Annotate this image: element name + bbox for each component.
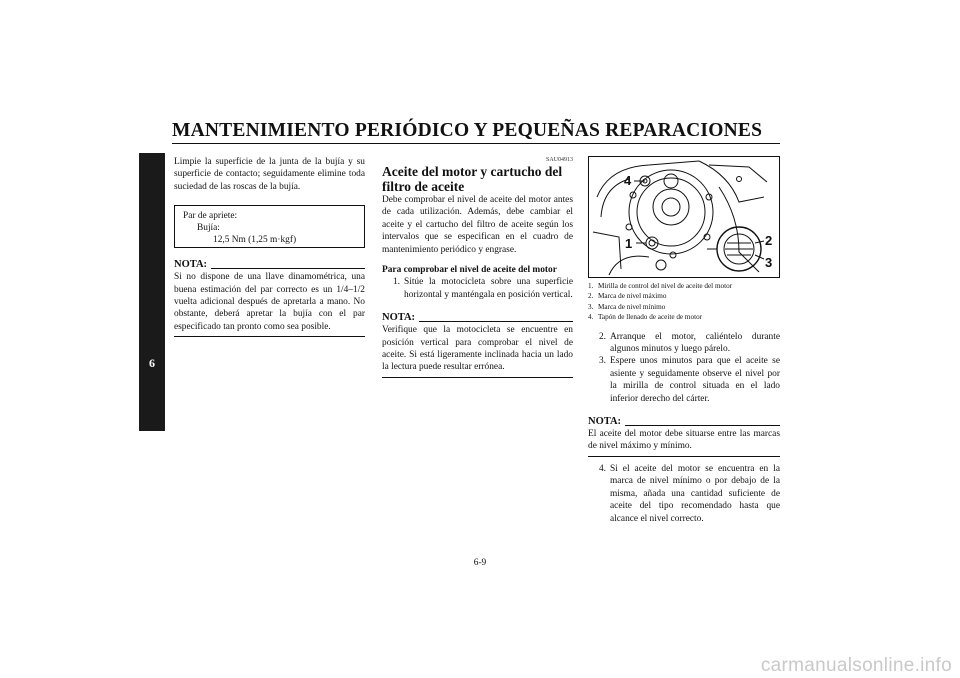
nota-text: Si no dispone de una llave dinamométrica, una buena estimación del par correcto es un 1/4–1/2 vuelta adicional después de apretarla a mano. No obstante, deberá apretar la bujía con el par especificado tan pronto como sea posible. xyxy=(174,272,365,332)
step-text: Espere unos minutos para que el aceite se asiente y seguidamente observe el nivel por la mirilla de control situada en el lado inferior derecho del cárter. xyxy=(610,356,780,404)
step-text: Si el aceite del motor se encuentra en la marca de nivel mínimo o por debajo de la misma, añada una cantidad suficiente de aceite del tipo recomendado hasta que alcance el nivel correcto. xyxy=(610,463,780,524)
nota-text: El aceite del motor debe situarse entre las marcas de nivel máximo y mínimo. xyxy=(588,429,780,452)
nota-heading xyxy=(588,415,780,428)
nota-text: Verifique que la motocicleta se encuentre en posición vertical para comprobar el nivel de aceite. Si está ligeramente inclinada hacia un lado la lectura puede resultar errónea. xyxy=(382,325,573,373)
step-2 xyxy=(588,331,780,356)
page-number: 6-9 xyxy=(473,558,487,568)
step-text: Sitúe la motocicleta sobre una superficie horizontal y manténgala en posición vertical. xyxy=(404,277,573,300)
step-number: 4. xyxy=(598,463,606,474)
nota-heading xyxy=(174,258,365,271)
nota-label: NOTA: xyxy=(174,259,208,271)
step-1 xyxy=(382,276,573,301)
column-1 xyxy=(174,156,365,337)
nota-rule xyxy=(625,425,780,426)
nota-end-rule xyxy=(588,456,780,457)
nota-label: NOTA: xyxy=(588,416,622,428)
torque-item: Bujía: xyxy=(197,223,220,234)
step-number: 3. xyxy=(598,356,606,367)
torque-value: 12,5 Nm (1,25 m·kgf) xyxy=(213,235,297,246)
nota-rule xyxy=(211,268,365,269)
callout-4: 4 xyxy=(624,173,632,188)
caption-item: 2. Marca de nivel máximo xyxy=(588,292,667,301)
nota-heading xyxy=(382,311,573,324)
chapter-number: 6 xyxy=(149,356,155,370)
engine-drawing xyxy=(589,157,779,277)
caption-item: 1. Mirilla de control del nivel de aceite del motor xyxy=(588,282,733,290)
step-number: 1. xyxy=(392,277,400,288)
figure-captions xyxy=(588,281,780,323)
column-2 xyxy=(382,156,573,378)
nota-label: NOTA: xyxy=(382,312,416,324)
caption-item: 3. Marca de nivel mínimo xyxy=(588,302,666,311)
spark-plug-cleaning-text: Limpie la superficie de la junta de la bujía y su superficie de contacto; seguidamente elimine toda suciedad de las roscas de la bujía. xyxy=(174,157,365,192)
oil-intro-text: Debe comprobar el nivel de aceite del motor antes de cada utilización. Además, debe cambiar el aceite y el cartucho del filtro de aceite según los intervalos que se especifican en el cuadro de mantenimiento periódico y engrase. xyxy=(382,195,573,255)
page-title: MANTENIMIENTO PERIÓDICO Y PEQUEÑAS REPARACIONES xyxy=(172,120,780,144)
nota-end-rule xyxy=(382,377,573,378)
subheading-check-oil: Para comprobar el nivel de aceite del motor xyxy=(382,265,557,276)
nota-rule xyxy=(419,321,573,322)
callout-2: 2 xyxy=(765,233,773,248)
watermark: carmanualsonline.info xyxy=(760,655,952,676)
engine-illustration xyxy=(588,156,780,278)
section-heading: Aceite del motor y cartucho del filtro de aceite xyxy=(382,164,563,194)
caption-item: 4. Tapón de llenado de aceite de motor xyxy=(588,313,703,322)
torque-spec-box xyxy=(174,205,365,248)
step-3 xyxy=(588,355,780,405)
nota-end-rule xyxy=(174,336,365,337)
step-text: Arranque el motor, caliéntelo durante algunos minutos y luego párelo. xyxy=(610,331,780,355)
callout-3: 3 xyxy=(765,255,773,270)
step-number: 2. xyxy=(598,331,606,342)
column-3 xyxy=(588,156,780,525)
step-4 xyxy=(588,463,780,525)
chapter-tab xyxy=(139,153,165,431)
torque-label: Par de apriete: xyxy=(183,211,238,222)
callout-1: 1 xyxy=(625,236,633,251)
section-code: SAU04913 xyxy=(545,157,573,163)
